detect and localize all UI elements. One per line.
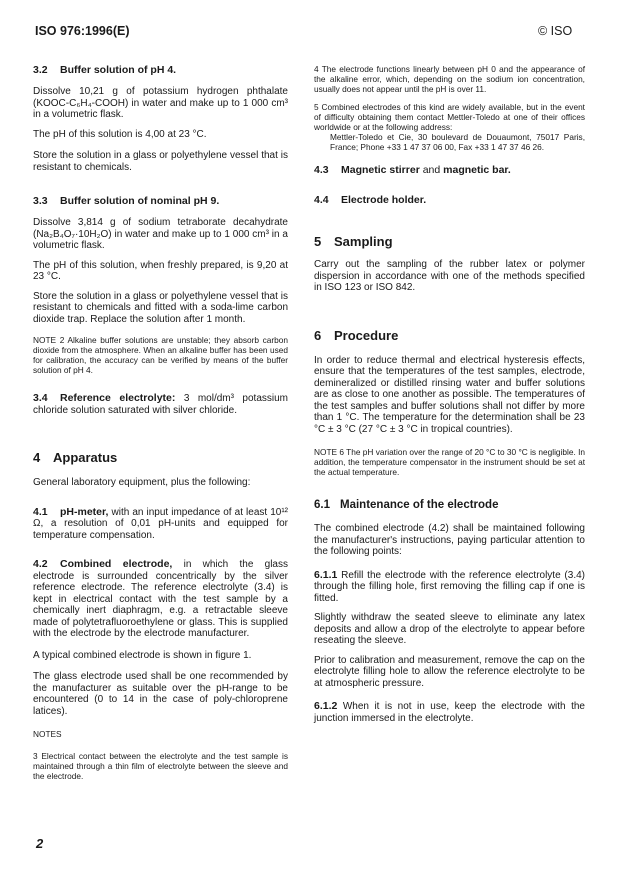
section-3-2-paragraph-2: The pH of this solution is 4,00 at 23 °C. bbox=[33, 128, 207, 140]
contact-address: Mettler-Toledo et Cie, 30 boulevard de Douaumont, 75017 Paris, France; Phone +33 1 47 37 06 00, Fax +33 1 47 37 46 26. bbox=[330, 132, 585, 152]
section-6-1-2: 6.1.2 When it is not in use, keep the electrode with the junction immersed in the electrolyte. bbox=[314, 700, 585, 724]
section-6-1-heading: 6.1 Maintenance of the electrode bbox=[314, 499, 499, 511]
note-2: NOTE 2 Alkaline buffer solutions are unstable; they absorb carbon dioxide from the atmosphere. When an alkaline buffer has been used for calibration, the accuracy can be verified by means of the buffer solution of pH 4. bbox=[33, 335, 288, 375]
right-column bbox=[314, 64, 585, 724]
section-6-paragraph: In order to reduce thermal and electrical hysteresis effects, ensure that the temperatures of the test samples, electrode, demineralized or distilled rinsing water and buffer solutions are as close to one another as possible. The temperatures of the test samples and buffer solutions shall not differ by more than 1 °C. The temperature for the determination shall be 23 °C ± 3 °C (27 °C ± 3 °C in tropical countries). bbox=[314, 354, 585, 435]
section-6-1-1-paragraph-3: Prior to calibration and measurement, remove the cap on the electrolyte filling hole to allow the reference electrolyte to be at atmospheric pressure. bbox=[314, 654, 585, 689]
section-6-1-1: 6.1.1 Refill the electrode with the reference electrolyte (3.4) through the filling hole, first removing the filling cap if one is fitted. bbox=[314, 568, 585, 604]
section-4-2-figure-ref: A typical combined electrode is shown in figure 1. bbox=[33, 649, 252, 661]
left-column bbox=[33, 64, 288, 781]
section-6-1-paragraph: The combined electrode (4.2) shall be maintained following the manufacturer's instructions, paying particular attention to the following points: bbox=[314, 523, 585, 557]
section-4-3-heading: 4.3 Magnetic stirrer and magnetic bar. bbox=[314, 164, 511, 176]
note-6: NOTE 6 The pH variation over the range of 20 °C to 30 °C is negligible. In addition, the temperature compensator in the instrument should be set at the actual temperature. bbox=[314, 447, 585, 477]
section-4-4-heading: 4.4 Electrode holder. bbox=[314, 194, 427, 206]
section-3-3-paragraph-1: Dissolve 3,814 g of sodium tetraborate decahydrate (Na₂B₄O₇·10H₂O) in water and make up to 1 000 cm³ in a volumetric flask. bbox=[33, 217, 288, 251]
section-3-4: 3.4 Reference electrolyte: 3 mol/dm³ potassium chloride solution saturated with silver chloride. bbox=[33, 392, 288, 416]
section-4-intro: General laboratory equipment, plus the following: bbox=[33, 477, 251, 488]
section-5-paragraph: Carry out the sampling of the rubber latex or polymer dispersion in accordance with one of the methods specified in ISO 123 or ISO 842. bbox=[314, 259, 585, 293]
section-3-3-paragraph-2: The pH of this solution, when freshly prepared, is 9,20 at 23 °C. bbox=[33, 259, 288, 282]
note-5: 5 Combined electrodes of this kind are widely available, but in the event of difficulty obtaining them contact Mettler-Toledo at one of their offices worldwide or at the following address: bbox=[314, 102, 585, 132]
section-3-3-paragraph-3: Store the solution in a glass or polyethylene vessel that is resistant to chemicals and fitted with a soda-lime carbon dioxide trap. Replace the solution after 1 month. bbox=[33, 290, 288, 325]
notes-label: NOTES bbox=[33, 729, 62, 739]
section-4-2-paragraph-3: The glass electrode used shall be one recommended by the manufacturer as suitable over the pH-range to be encountered (0 to 14 in the case of poly-chloroprene latices). bbox=[33, 671, 288, 717]
section-3-2-paragraph-3: Store the solution in a glass or polyethylene vessel that is resistant to chemicals. bbox=[33, 150, 288, 173]
document-id: ISO 976:1996(E) bbox=[35, 24, 130, 38]
note-4: 4 The electrode functions linearly between pH 0 and the appearance of the alkaline error, which, depending on the sodium ion concentration, usually does not appear until the pH is over 11. bbox=[314, 64, 585, 94]
section-3-2-paragraph-1: Dissolve 10,21 g of potassium hydrogen phthalate (KOOC-C₆H₄-COOH) in water and make up to 1 000 cm³ in a volumetric flask. bbox=[33, 86, 288, 120]
page-number: 2 bbox=[36, 836, 44, 851]
section-6-heading: 6 Procedure bbox=[314, 327, 399, 343]
section-4-2: 4.2 Combined electrode, in which the glass electrode is surrounded concentrically by the silver reference electrode. The reference electrolyte (3.4) is kept in electrical contact with the test sample by a chemically inert diaphragm, e.g. a retractable sleeve made of polytetrafluoroethylene or glass. This is supplied with the electrode by the electrode manufacturer. bbox=[33, 558, 288, 639]
section-6-1-1-paragraph-2: Slightly withdraw the seated sleeve to eliminate any latex deposits and allow a drop of the electrolyte to appear before reseating the sleeve. bbox=[314, 612, 585, 646]
note-3: 3 Electrical contact between the electrolyte and the test sample is maintained through a thin film of electrolyte between the sleeve and the electrode. bbox=[33, 751, 288, 781]
section-3-2-heading: 3.2 Buffer solution of pH 4. bbox=[33, 64, 177, 76]
section-4-heading: 4 Apparatus bbox=[33, 450, 118, 465]
section-4-1: 4.1 pH-meter, with an input impedance of at least 10¹² Ω, a resolution of 0,01 pH-units and equipped for temperature compensation. bbox=[33, 505, 288, 541]
copyright-mark: © ISO bbox=[538, 24, 573, 38]
section-5-heading: 5 Sampling bbox=[314, 234, 393, 249]
section-3-3-heading: 3.3 Buffer solution of nominal pH 9. bbox=[33, 195, 220, 207]
